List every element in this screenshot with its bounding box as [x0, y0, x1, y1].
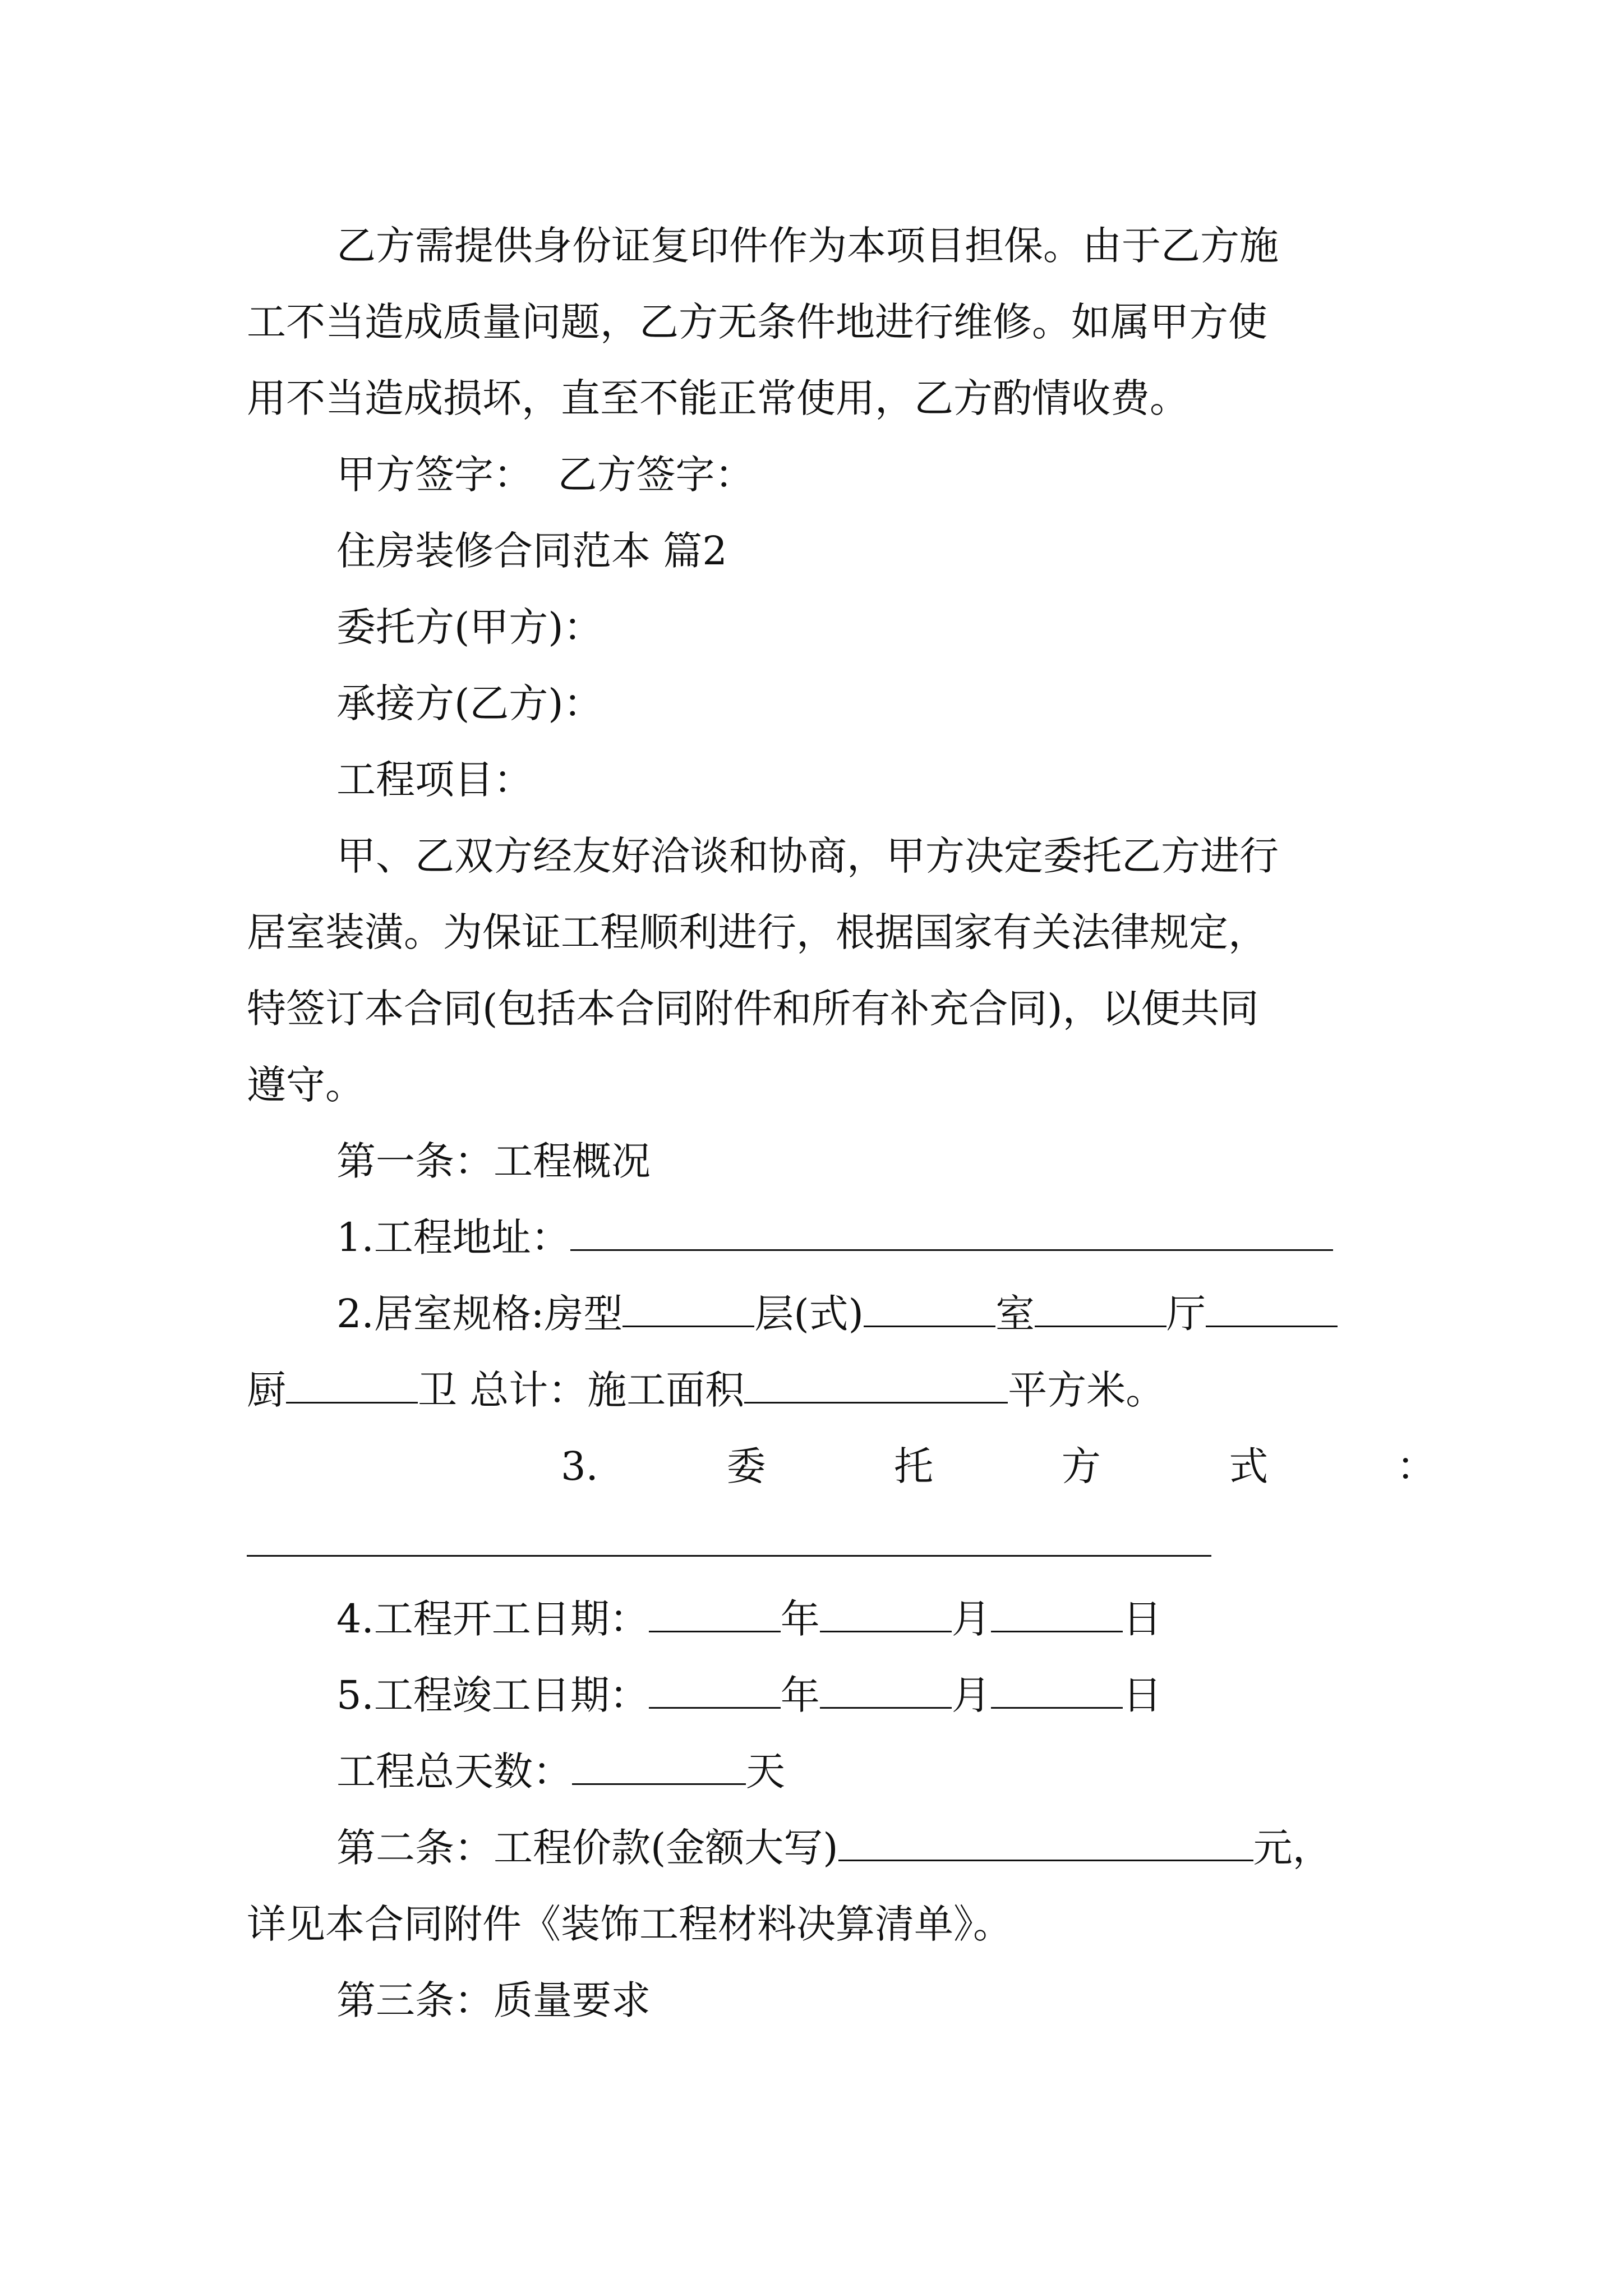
blank-field [820, 1594, 952, 1633]
paragraph-line [247, 284, 1391, 360]
text-run: 委 [726, 1443, 766, 1489]
paragraph-line [247, 1886, 1391, 1962]
project-line [247, 742, 1391, 818]
article-heading [247, 1962, 1391, 2039]
blank-field [991, 1670, 1123, 1709]
contract-text [247, 208, 1436, 2039]
text-run: 元， [1253, 1825, 1332, 1871]
text-run: 工程总天数： [336, 1749, 572, 1795]
text-run: 工程项目： [336, 757, 533, 803]
text-run: 第三条：质量要求 [336, 1977, 651, 2023]
text-run: 日 [1122, 1672, 1162, 1718]
text-run: 居室装潢。为保证工程顺利进行，根据国家有关法律规定， [247, 909, 1267, 955]
price-line [247, 1810, 1391, 1886]
text-run: 2.居室规格:房型 [336, 1291, 623, 1337]
text-run: 用不当造成损坏，直至不能正常使用，乙方酌情收费。 [247, 375, 1189, 421]
text-run: 年 [780, 1596, 820, 1642]
text-run: 月 [951, 1672, 991, 1718]
text-run: 甲、乙双方经友好洽谈和协商，甲方决定委托乙方进行 [336, 833, 1279, 879]
blank-field [623, 1289, 754, 1328]
text-run: 特签订本合同(包括本合同附件和所有补充合同)，以便共同 [247, 986, 1259, 1032]
blank-field [744, 1365, 1008, 1404]
section-title [247, 513, 1391, 589]
blank-field [864, 1289, 995, 1328]
start-date-line [247, 1581, 1391, 1657]
text-run: 卫 总计：施工面积 [418, 1367, 745, 1413]
blank-field [286, 1365, 418, 1404]
text-run: 平方米。 [1008, 1367, 1165, 1413]
paragraph-line [247, 360, 1391, 436]
paragraph-line [247, 894, 1391, 970]
signature-line [247, 436, 1391, 513]
room-spec-line [247, 1276, 1391, 1352]
blank-field [820, 1670, 952, 1709]
text-run: 遵守。 [247, 1062, 365, 1108]
text-run: 日 [1122, 1596, 1162, 1642]
text-run: 1.工程地址： [336, 1214, 570, 1260]
text-run: 厅 [1166, 1291, 1206, 1337]
party-a-line [247, 589, 1391, 665]
method-line [247, 1428, 1436, 1504]
text-run: 第二条：工程价款(金额大写) [336, 1825, 838, 1871]
text-run: 第一条：工程概况 [336, 1138, 651, 1184]
text-run: 甲方签字： 乙方签字： [336, 452, 754, 498]
text-run: 层(式) [754, 1291, 864, 1337]
text-run: 方 [1061, 1443, 1101, 1489]
text-run: 3. [561, 1443, 598, 1489]
text-run: 厨 [247, 1367, 286, 1413]
room-spec-line [247, 1352, 1391, 1428]
blank-field [991, 1594, 1123, 1633]
text-run: 4.工程开工日期： [336, 1596, 649, 1642]
total-days-line [247, 1733, 1391, 1810]
paragraph-line [247, 818, 1391, 894]
text-run: 详见本合同附件《装饰工程材料决算清单》。 [247, 1901, 1012, 1947]
article-heading [247, 1123, 1391, 1199]
text-run: 托 [894, 1443, 934, 1489]
text-run: 承接方(乙方)： [336, 680, 603, 726]
end-date-line [247, 1657, 1391, 1733]
method-blank-line [247, 1504, 1391, 1581]
address-line [247, 1199, 1391, 1276]
text-run: 月 [951, 1596, 991, 1642]
blank-field [1035, 1289, 1166, 1328]
blank-rule [247, 1555, 1211, 1557]
text-run: ： [1396, 1443, 1436, 1489]
text-run: 年 [780, 1672, 820, 1718]
paragraph-line [247, 208, 1391, 284]
text-run: 室 [995, 1291, 1035, 1337]
paragraph-line [247, 1047, 1391, 1123]
blank-field [649, 1594, 781, 1633]
text-run: 工不当造成质量问题，乙方无条件地进行维修。如属甲方使 [247, 299, 1267, 345]
text-run: 住房装修合同范本 篇2 [336, 528, 727, 574]
paragraph-line [247, 970, 1391, 1047]
blank-field [649, 1670, 781, 1709]
blank-field [1206, 1289, 1338, 1328]
blank-field [570, 1212, 1333, 1251]
blank-field [838, 1823, 1253, 1862]
text-run: 天 [746, 1749, 785, 1795]
text-run: 委托方(甲方)： [336, 604, 603, 650]
party-b-line [247, 665, 1391, 742]
text-run: 式 [1229, 1443, 1269, 1489]
text-run: 5.工程竣工日期： [336, 1672, 649, 1718]
blank-field [572, 1746, 746, 1786]
text-run: 乙方需提供身份证复印件作为本项目担保。由于乙方施 [336, 223, 1279, 269]
